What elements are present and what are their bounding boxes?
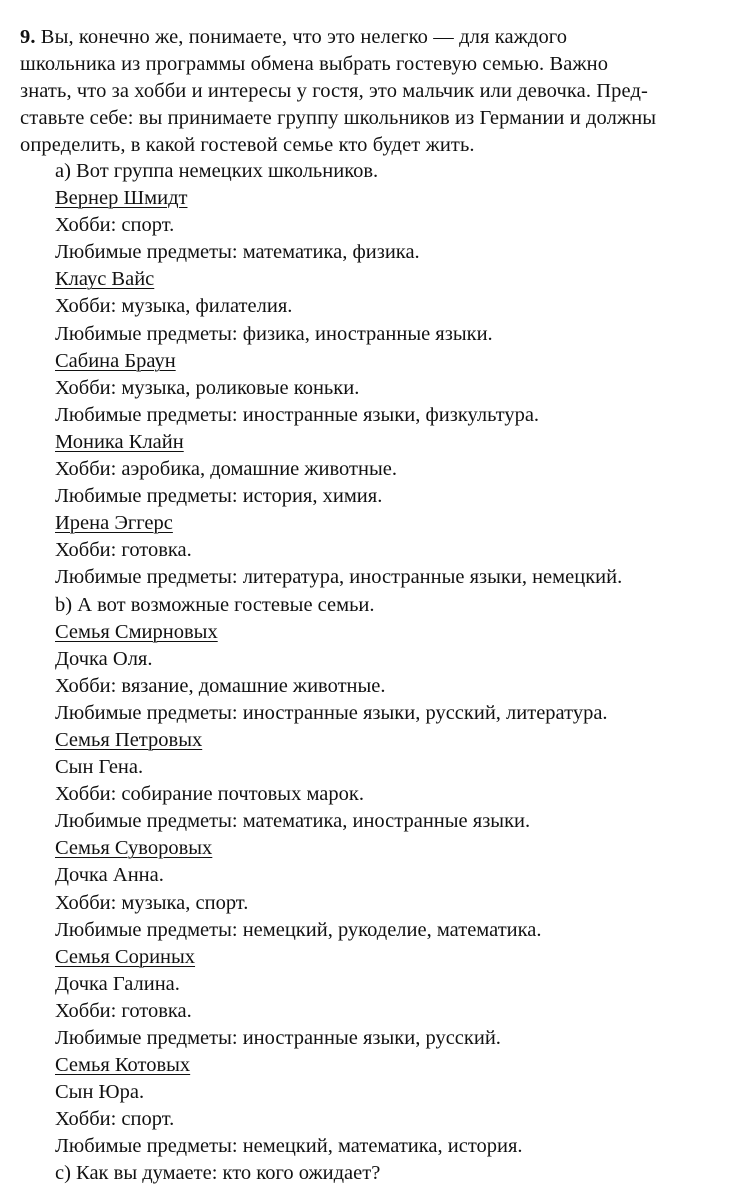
student-name: Ирена Эггерс <box>55 512 173 535</box>
student-hobby: Хобби: готовка. <box>55 539 192 562</box>
family-hobby: Хобби: музыка, спорт. <box>55 891 249 914</box>
family-name: Семья Смирновых <box>55 620 218 643</box>
student-subjects: Любимые предметы: физика, иностранные языки. <box>55 322 493 345</box>
family-name: Семья Котовых <box>55 1054 191 1077</box>
family-name: Семья Суворовых <box>55 837 213 860</box>
student-name: Клаус Вайс <box>55 268 155 291</box>
student-hobby: Хобби: спорт. <box>55 214 175 237</box>
student-hobby: Хобби: музыка, роликовые коньки. <box>55 376 360 399</box>
family-subjects: Любимые предметы: иностранные языки, русский. <box>55 1027 501 1049</box>
student-subjects: Любимые предметы: математика, физика. <box>55 241 420 264</box>
family-hobby: Хобби: готовка. <box>55 999 192 1022</box>
exercise-number: 9. <box>20 26 36 48</box>
family-subjects: Любимые предметы: иностранные языки, русский, литература. <box>55 701 608 724</box>
student-subjects: Любимые предметы: история, химия. <box>55 485 383 508</box>
family-hobby: Хобби: спорт. <box>55 1108 175 1131</box>
student-name: Сабина Браун <box>55 349 176 372</box>
exercise-body <box>55 158 622 1188</box>
family-hobby: Хобби: вязание, домашние животные. <box>55 674 386 697</box>
student-name-row <box>55 429 622 456</box>
section-a-heading: a) Вот группа немецких школьников. <box>55 160 379 182</box>
family-name-row <box>55 1052 622 1079</box>
family-name: Семья Сориных <box>55 945 196 968</box>
family-name-row <box>55 944 622 971</box>
student-name: Вернер Шмидт <box>55 187 188 210</box>
student-name-row <box>55 266 622 293</box>
family-child: Дочка Галина. <box>55 972 180 995</box>
family-subjects: Любимые предметы: немецкий, рукоделие, математика. <box>55 918 542 941</box>
intro-line: ставьте себе: вы принимаете группу школьников из Германии и должны <box>20 107 657 129</box>
family-name-row <box>55 835 622 862</box>
exercise-intro <box>20 24 730 159</box>
student-subjects: Любимые предметы: иностранные языки, физкультура. <box>55 403 540 426</box>
family-child: Дочка Оля. <box>55 647 153 670</box>
family-subjects: Любимые предметы: немецкий, математика, история. <box>55 1135 523 1158</box>
family-name: Семья Петровых <box>55 728 203 751</box>
student-hobby: Хобби: музыка, филателия. <box>55 295 293 318</box>
student-name-row <box>55 510 622 537</box>
intro-line: 9. Вы, конечно же, понимаете, что это нелегко — для каждого <box>20 26 568 48</box>
family-child: Сын Гена. <box>55 756 144 779</box>
student-name: Моника Клайн <box>55 430 184 453</box>
intro-line: школьника из программы обмена выбрать гостевую семью. Важно <box>20 53 609 75</box>
section-b-heading: b) А вот возможные гостевые семьи. <box>55 593 375 616</box>
intro-line: знать, что за хобби и интересы у гостя, это мальчик или девочка. Пред- <box>20 80 648 102</box>
family-child: Дочка Анна. <box>55 864 164 887</box>
section-c-question: c) Как вы думаете: кто кого ожидает? <box>55 1162 381 1185</box>
family-name-row <box>55 619 622 646</box>
intro-line: определить, в какой гостевой семье кто будет жить. <box>20 134 475 156</box>
student-subjects: Любимые предметы: литература, иностранные языки, немецкий. <box>55 566 623 589</box>
family-child: Сын Юра. <box>55 1081 145 1104</box>
student-name-row <box>55 348 622 375</box>
student-hobby: Хобби: аэробика, домашние животные. <box>55 458 397 481</box>
family-name-row <box>55 727 622 754</box>
family-hobby: Хобби: собирание почтовых марок. <box>55 783 364 806</box>
family-subjects: Любимые предметы: математика, иностранные языки. <box>55 810 531 833</box>
